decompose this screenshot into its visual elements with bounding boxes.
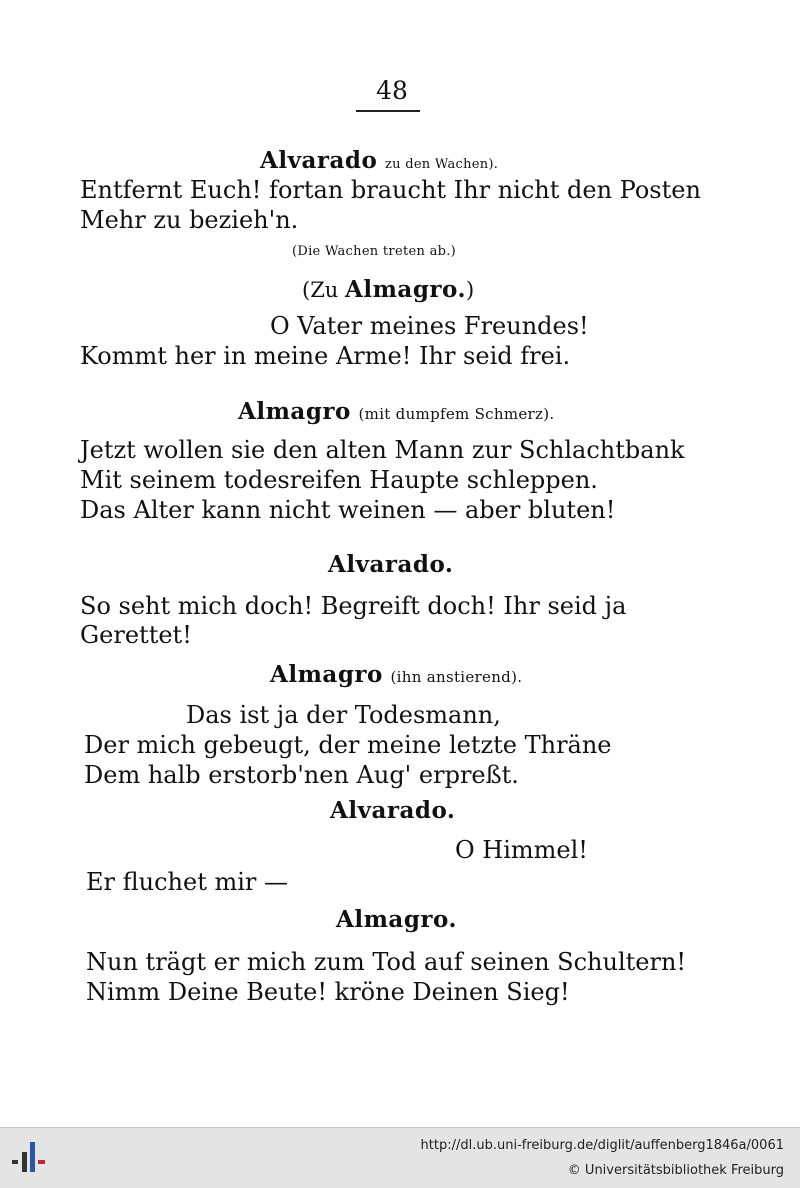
library-logo-icon xyxy=(8,1138,52,1178)
viewer-footer xyxy=(0,1127,800,1188)
speaker-name: Alvarado. xyxy=(330,797,456,824)
stage-direction: zu den Wachen). xyxy=(384,157,499,172)
verse-line: So seht mich doch! Begreift doch! Ihr seid ja xyxy=(80,592,627,620)
speaker-heading xyxy=(270,660,522,691)
verse-line: Das ist ja der Todesmann, xyxy=(186,701,501,729)
verse-line: Mit seinem todesreifen Haupte schleppen. xyxy=(80,466,598,494)
speaker-name: Alvarado. xyxy=(328,551,454,578)
copyright-notice: © Universitätsbibliothek Freiburg xyxy=(567,1163,784,1178)
speaker-name: Alvarado xyxy=(260,147,378,174)
stage-direction: (Die Wachen treten ab.) xyxy=(292,244,457,259)
verse-line: O Himmel! xyxy=(455,836,588,864)
verse-line: O Vater meines Freundes! xyxy=(270,312,589,340)
speaker-name: Almagro. xyxy=(345,276,466,303)
stage-direction: (ihn anstierend). xyxy=(390,668,523,686)
verse-line: Dem halb erstorb'nen Aug' erpreßt. xyxy=(84,761,519,789)
speaker-name: Almagro. xyxy=(336,906,457,933)
speaker-name: Almagro xyxy=(238,398,351,425)
page-number-rule xyxy=(356,110,420,112)
stage-direction-close: ) xyxy=(465,278,475,302)
speaker-heading xyxy=(260,146,498,179)
verse-line: Nun trägt er mich zum Tod auf seinen Schultern! xyxy=(86,948,687,976)
verse-line: Jetzt wollen sie den alten Mann zur Schlachtbank xyxy=(80,436,685,464)
verse-line: Entfernt Euch! fortan braucht Ihr nicht den Posten xyxy=(80,176,701,204)
permalink-url[interactable]: http://dl.ub.uni-freiburg.de/diglit/auffenberg1846a/0061 xyxy=(420,1138,784,1153)
stage-direction-open: (Zu xyxy=(302,278,339,302)
verse-line: Das Alter kann nicht weinen — aber bluten! xyxy=(80,496,616,524)
stage-direction: (mit dumpfem Schmerz). xyxy=(358,405,555,423)
verse-line: Nimm Deine Beute! kröne Deinen Sieg! xyxy=(86,978,570,1006)
speaker-name: Almagro xyxy=(270,661,383,688)
verse-line: Der mich gebeugt, der meine letzte Thräne xyxy=(84,731,612,759)
verse-line: Kommt her in meine Arme! Ihr seid frei. xyxy=(80,342,571,370)
speaker-heading xyxy=(238,397,554,428)
stage-direction xyxy=(302,276,474,304)
verse-line: Er fluchet mir — xyxy=(86,868,288,896)
page-number: 48 xyxy=(376,76,408,105)
verse-line: Gerettet! xyxy=(80,621,192,649)
verse-line: Mehr zu bezieh'n. xyxy=(80,206,299,234)
